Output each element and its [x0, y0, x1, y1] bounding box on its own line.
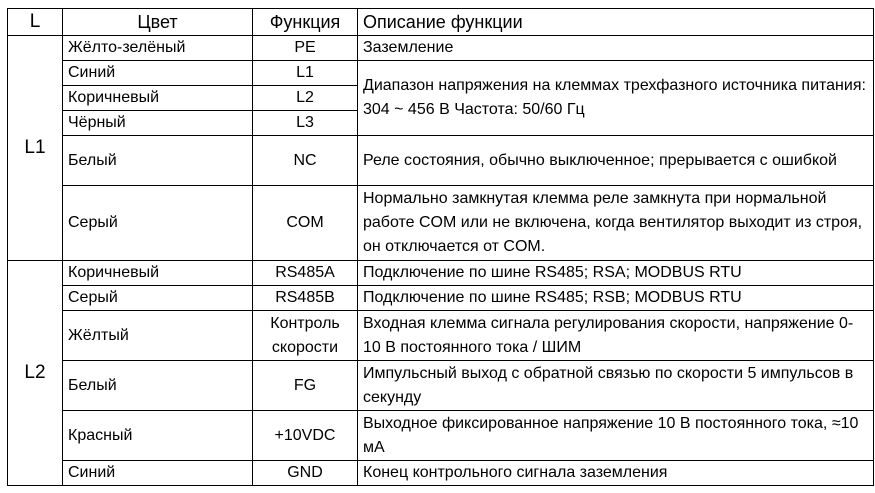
table-row [8, 311, 874, 361]
color-cell: Белый [63, 136, 253, 186]
table-row [8, 461, 874, 486]
table-row [8, 361, 874, 411]
table-row [8, 261, 874, 286]
table-row [8, 186, 874, 261]
header-function: Функция [253, 9, 358, 36]
color-cell: Серый [63, 286, 253, 311]
function-cell: L3 [253, 111, 358, 136]
description-cell: Заземление [358, 36, 874, 61]
description-cell: Реле состояния, обычно выключенное; прерывается с ошибкой [358, 136, 874, 186]
function-cell: L1 [253, 61, 358, 86]
function-cell: +10VDC [253, 411, 358, 461]
wiring-table [7, 8, 874, 486]
function-cell: RS485B [253, 286, 358, 311]
description-cell: Подключение по шине RS485; RSA; MODBUS RTU [358, 261, 874, 286]
color-cell: Жёлто-зелёный [63, 36, 253, 61]
header-color: Цвет [63, 9, 253, 36]
header-description: Описание функции [358, 9, 874, 36]
description-cell: Нормально замкнутая клемма реле замкнута при нормальной работе COM или не включена, когда вентилятор выходит из строя, он отключается от COM. [358, 186, 874, 261]
table-row [8, 286, 874, 311]
description-cell: Конец контрольного сигнала заземления [358, 461, 874, 486]
description-cell: Подключение по шине RS485; RSB; MODBUS RTU [358, 286, 874, 311]
color-cell: Красный [63, 411, 253, 461]
function-cell: RS485A [253, 261, 358, 286]
function-cell: L2 [253, 86, 358, 111]
color-cell: Жёлтый [63, 311, 253, 361]
function-cell: COM [253, 186, 358, 261]
group-label-l2: L2 [8, 261, 63, 486]
function-cell: GND [253, 461, 358, 486]
color-cell: Синий [63, 461, 253, 486]
table-row [8, 61, 874, 86]
table-row [8, 136, 874, 186]
color-cell: Синий [63, 61, 253, 86]
function-cell: Контроль скорости [253, 311, 358, 361]
function-cell: NC [253, 136, 358, 186]
function-cell: PE [253, 36, 358, 61]
description-cell: Входная клемма сигнала регулирования скорости, напряжение 0-10 В постоянного тока / ШИМ [358, 311, 874, 361]
header-row [8, 9, 874, 36]
color-cell: Чёрный [63, 111, 253, 136]
description-cell: Диапазон напряжения на клеммах трехфазного источника питания: 304 ~ 456 В Частота: 50/60 Гц [358, 61, 874, 136]
color-cell: Белый [63, 361, 253, 411]
description-cell: Выходное фиксированное напряжение 10 В постоянного тока, ≈10 мА [358, 411, 874, 461]
table-row [8, 36, 874, 61]
group-label-l1: L1 [8, 36, 63, 261]
description-cell: Импульсный выход с обратной связью по скорости 5 импульсов в секунду [358, 361, 874, 411]
function-cell: FG [253, 361, 358, 411]
table-row [8, 411, 874, 461]
color-cell: Серый [63, 186, 253, 261]
header-l: L [8, 9, 63, 36]
color-cell: Коричневый [63, 261, 253, 286]
color-cell: Коричневый [63, 86, 253, 111]
